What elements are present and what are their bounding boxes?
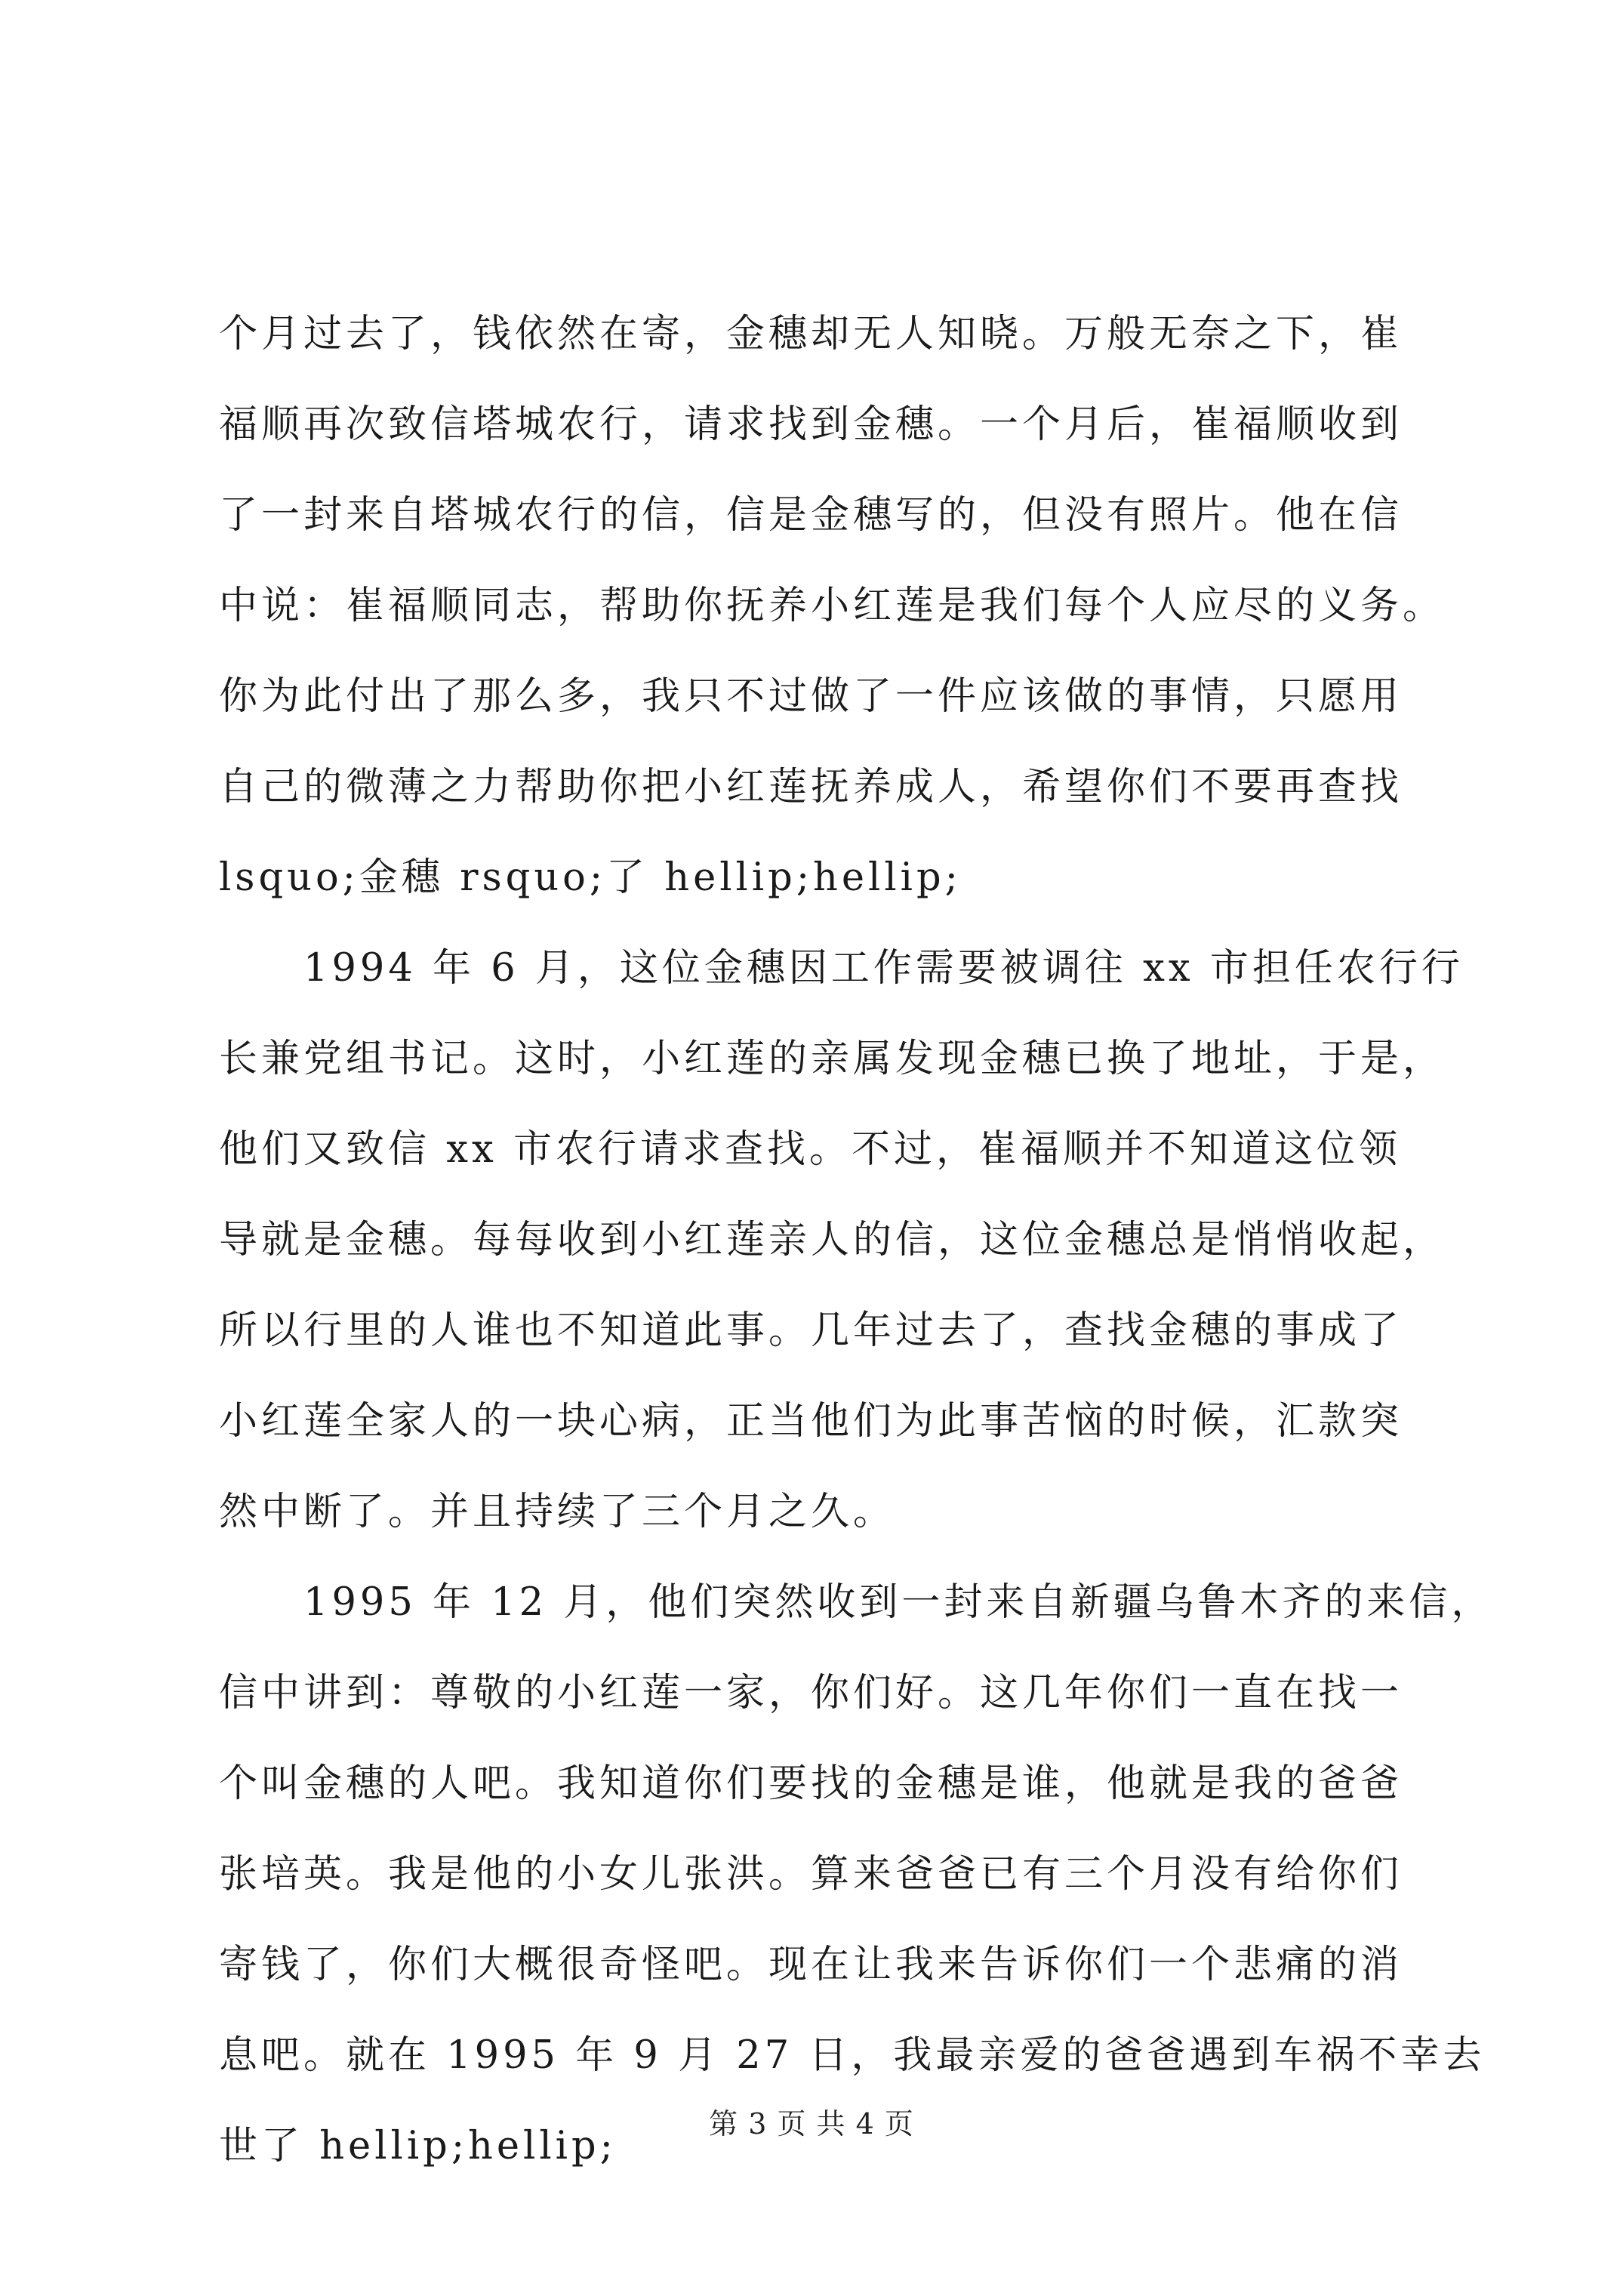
- text-line: 小红莲全家人的一块心病，正当他们为此事苦恼的时候，汇款突: [219, 1399, 1403, 1444]
- text-line: 息吧。就在 1995 年 9 月 27 日，我最亲爱的爸爸遇到车祸不幸去: [219, 2033, 1486, 2078]
- text-line: 自己的微薄之力帮助你把小红莲抚养成人，希望你们不要再查找: [219, 765, 1403, 809]
- text-line: lsquo;金穗 rsquo;了 hellip;hellip;: [219, 855, 962, 900]
- text-line: 福顺再次致信塔城农行，请求找到金穗。一个月后，崔福顺收到: [219, 402, 1403, 447]
- text-line: 个叫金穗的人吧。我知道你们要找的金穗是谁，他就是我的爸爸: [219, 1761, 1403, 1806]
- text-line: 世了 hellip;hellip;: [219, 2124, 617, 2168]
- text-line: 然中断了。并且持续了三个月之久。: [219, 1490, 896, 1534]
- text-line: 信中讲到：尊敬的小红莲一家，你们好。这几年你们一直在找一: [219, 1671, 1403, 1715]
- text-line: 1994 年 6 月，这位金穗因工作需要被调往 xx 市担任农行行: [219, 946, 1464, 991]
- page-number-footer: 第 3 页 共 4 页: [709, 2107, 914, 2140]
- text-line: 个月过去了，钱依然在寄，金穗却无人知晓。万般无奈之下，崔: [219, 312, 1403, 356]
- text-line: 寄钱了，你们大概很奇怪吧。现在让我来告诉你们一个悲痛的消: [219, 1943, 1403, 1987]
- text-line: 了一封来自塔城农行的信，信是金穗写的，但没有照片。他在信: [219, 493, 1403, 538]
- text-line: 长兼党组书记。这时，小红莲的亲属发现金穗已换了地址，于是，: [219, 1037, 1446, 1081]
- text-line: 所以行里的人谁也不知道此事。几年过去了，查找金穗的事成了: [219, 1308, 1403, 1353]
- text-line: 他们又致信 xx 市农行请求查找。不过，崔福顺并不知道这位领: [219, 1127, 1401, 1172]
- text-line: 中说：崔福顺同志，帮助你抚养小红莲是我们每个人应尽的义务。: [219, 584, 1446, 628]
- text-line: 张培英。我是他的小女儿张洪。算来爸爸已有三个月没有给你们: [219, 1852, 1403, 1897]
- text-line: 导就是金穗。每每收到小红莲亲人的信，这位金穗总是悄悄收起，: [219, 1218, 1446, 1262]
- text-line: 你为此付出了那么多，我只不过做了一件应该做的事情，只愿用: [219, 674, 1403, 719]
- text-line: 1995 年 12 月，他们突然收到一封来自新疆乌鲁木齐的来信，: [219, 1580, 1494, 1625]
